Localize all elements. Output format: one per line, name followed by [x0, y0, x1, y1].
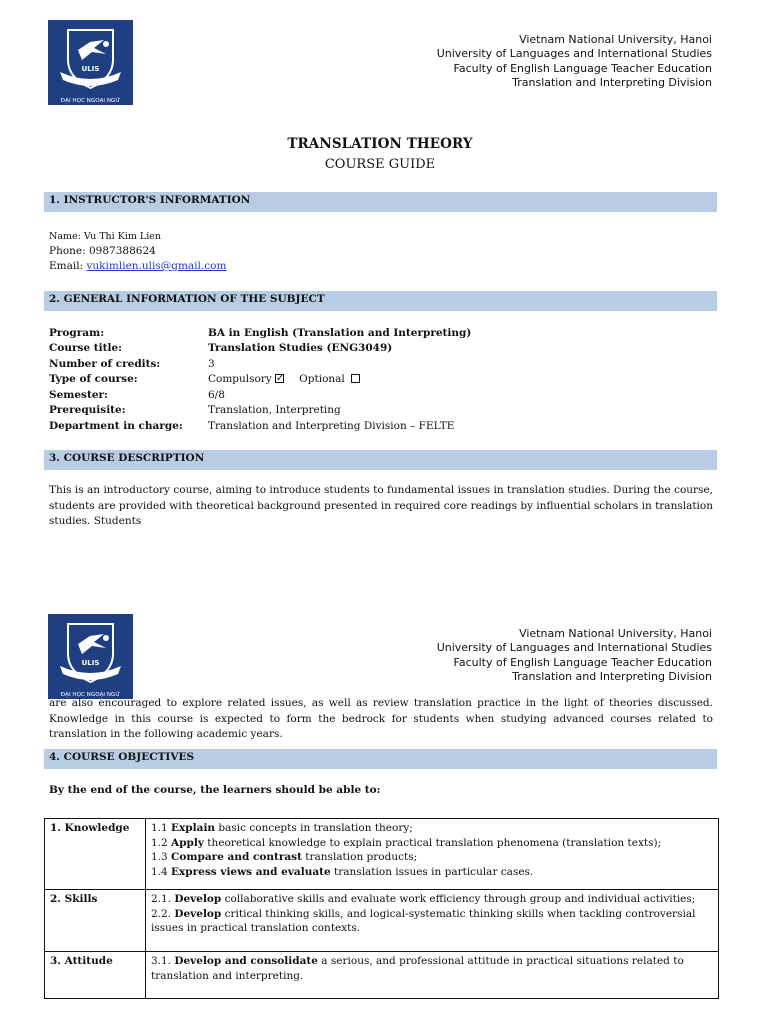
instructor-phone: Phone: 0987388624	[49, 245, 156, 257]
objective-item: 1.3 Compare and contrast translation products;	[151, 851, 418, 863]
objective-item: 2.1. Develop collaborative skills and evaluate work efficiency through group and individual activities;	[151, 893, 696, 905]
organization-header-page2	[437, 627, 712, 684]
organization-header	[437, 33, 712, 90]
objective-items	[146, 819, 719, 890]
objective-item: 3.1. Develop and consolidate a serious, and professional attitude in practical situations related to translation and interpreting.	[151, 955, 684, 982]
svg-text:ULIS: ULIS	[81, 659, 100, 667]
compulsory-label: Compulsory	[208, 373, 272, 385]
objectives-intro: By the end of the course, the learners should be able to:	[49, 784, 381, 796]
course-type-label: Type of course:	[49, 373, 138, 385]
table-row	[45, 819, 719, 890]
document-title: TRANSLATION THEORY	[287, 136, 473, 152]
org-line: Vietnam National University, Hanoi	[519, 627, 712, 640]
program-value: BA in English (Translation and Interpreting)	[208, 327, 472, 339]
instructor-name	[49, 229, 161, 245]
instructor-email-link[interactable]: vukimlien.ulis@gmail.com	[86, 260, 227, 272]
prerequisite-label: Prerequisite:	[49, 404, 126, 416]
org-line: Vietnam National University, Hanoi	[519, 33, 712, 46]
objective-item: 1.1 Explain basic concepts in translation theory;	[151, 822, 413, 834]
org-line: Translation and Interpreting Division	[512, 75, 712, 89]
prerequisite-value: Translation, Interpreting	[208, 404, 341, 416]
instructor-email-row	[49, 259, 226, 275]
email-label: Email:	[49, 260, 87, 272]
course-title-value: Translation Studies (ENG3049)	[208, 342, 393, 354]
objective-item: 1.4 Express views and evaluate translation issues in particular cases.	[151, 865, 534, 878]
department-value: Translation and Interpreting Division – FELTE	[208, 420, 455, 432]
section-heading-description: 3. COURSE DESCRIPTION	[44, 450, 717, 470]
instructor-name-text: Name: Vu Thi Kim Lien	[49, 231, 161, 242]
credits-label: Number of credits:	[49, 358, 161, 370]
org-line: University of Languages and International Studies	[436, 641, 712, 655]
table-row	[45, 890, 719, 952]
svg-text:ĐẠI HỌC NGOẠI NGỮ: ĐẠI HỌC NGOẠI NGỮ	[60, 98, 121, 104]
document-subtitle: COURSE GUIDE	[324, 157, 436, 172]
course-type-value	[208, 372, 360, 388]
org-line: Faculty of English Language Teacher Education	[453, 61, 712, 75]
objective-category: 2. Skills	[45, 890, 146, 952]
section-heading-general: 2. GENERAL INFORMATION OF THE SUBJECT	[44, 291, 717, 311]
description-paragraph-2: are also encouraged to explore related issues, as well as review translation practice in the light of theories discussed. Knowledge in this course is expected to form the bedrock for students when studying advanced courses related to translation in the following academic years.	[49, 697, 713, 740]
university-logo	[48, 20, 133, 105]
description-paragraph-1: This is an introductory course, aiming to introduce students to fundamental issues in translation studies. During the course, students are provided with theoretical background presented in required core readings by influential scholars in translation studies. Students	[49, 484, 713, 527]
section-heading-objectives: 4. COURSE OBJECTIVES	[44, 749, 717, 769]
objectives-table	[44, 818, 719, 999]
section-heading-instructor: 1. INSTRUCTOR'S INFORMATION	[44, 192, 717, 212]
table-row	[45, 952, 719, 999]
objective-item: 1.2 Apply theoretical knowledge to explain practical translation phenomena (translation texts);	[151, 836, 662, 849]
objective-category: 3. Attitude	[45, 952, 146, 999]
org-line: University of Languages and International Studies	[436, 47, 712, 61]
org-line: Faculty of English Language Teacher Education	[453, 655, 712, 669]
objective-category: 1. Knowledge	[45, 819, 146, 890]
compulsory-checkbox[interactable]	[275, 374, 284, 383]
semester-value: 6/8	[208, 389, 225, 401]
svg-text:ULIS: ULIS	[81, 65, 100, 73]
credits-value: 3	[208, 358, 215, 370]
org-line: Translation and Interpreting Division	[512, 669, 712, 683]
objective-item: 2.2. Develop critical thinking skills, and logical-systematic thinking skills when tackling controversial issues in practical translation contexts.	[151, 907, 696, 934]
semester-label: Semester:	[49, 389, 108, 401]
course-title-label: Course title:	[49, 342, 123, 354]
university-logo-page2	[48, 614, 133, 699]
objective-items	[146, 952, 719, 999]
department-label: Department in charge:	[49, 420, 183, 432]
optional-checkbox[interactable]	[351, 374, 360, 383]
program-label: Program:	[49, 327, 105, 339]
objective-items	[146, 890, 719, 952]
svg-text:ĐẠI HỌC NGOẠI NGỮ: ĐẠI HỌC NGOẠI NGỮ	[60, 692, 121, 698]
optional-label: Optional	[299, 373, 345, 385]
